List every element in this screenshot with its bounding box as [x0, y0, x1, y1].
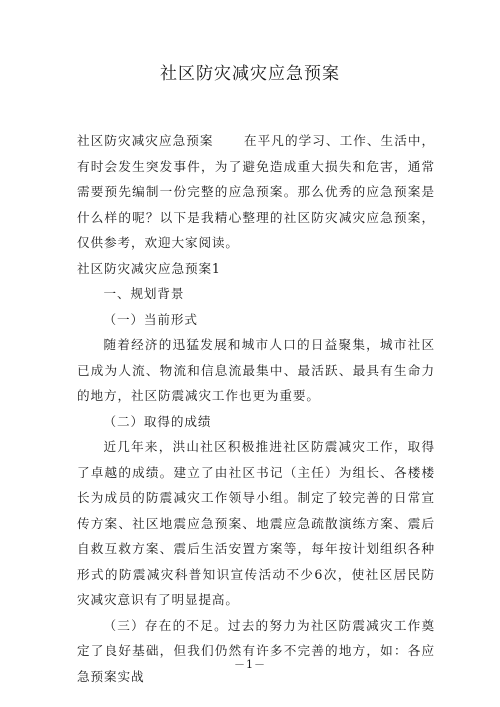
intro-label: 社区防灾减灾应急预案	[77, 133, 214, 148]
intro-paragraph	[77, 128, 435, 256]
page-number: －1－	[234, 658, 266, 671]
paragraph-current-situation: 随着经济的迅猛发展和城市人口的日益聚集，城市社区已成为人流、物流和信息流最集中、最活跃、最具有生命力的地方，社区防震减灾工作也更为重要。	[77, 337, 435, 403]
document-body	[77, 128, 435, 689]
intro-text: 在平凡的学习、工作、生活中，有时会发生突发事件，为了避免造成重大损失和危害，通常需要预先编制一份完整的应急预案。那么优秀的应急预案是什么样的呢？以下是我精心整理的社区防灾减灾应急预案，仅供参考，欢迎大家阅读。	[77, 133, 436, 250]
paragraph-shortcomings: （三）存在的不足。过去的努力为社区防震减灾工作奠定了良好基础，但我们仍然有许多不完善的地方，如：各应急预案实战	[77, 617, 435, 684]
section-title: 社区防灾减灾应急预案1	[77, 260, 221, 276]
document-title: 社区防灾减灾应急预案	[160, 64, 340, 84]
subheading-current-situation: （一）当前形式	[103, 311, 198, 327]
heading-planning-background: 一、规划背景	[103, 286, 185, 301]
paragraph-achievements: 近几年来，洪山社区积极推进社区防震减灾工作，取得了卓越的成绩。建立了由社区书记（主任）为组长、各楼楼长为成员的防震减灾工作领导小组。制定了较完善的日常宣传方案、社区地震应急预案、地震应急疏散演练方案、震后自救互救方案、震后生活安置方案等，每年按计划组织各种形式的防震减灾科普知识宣传活动不少6次，使社区居民防灾减灾意识有了明显提高。	[77, 439, 435, 607]
subheading-achievements: （二）取得的成绩	[103, 413, 212, 429]
